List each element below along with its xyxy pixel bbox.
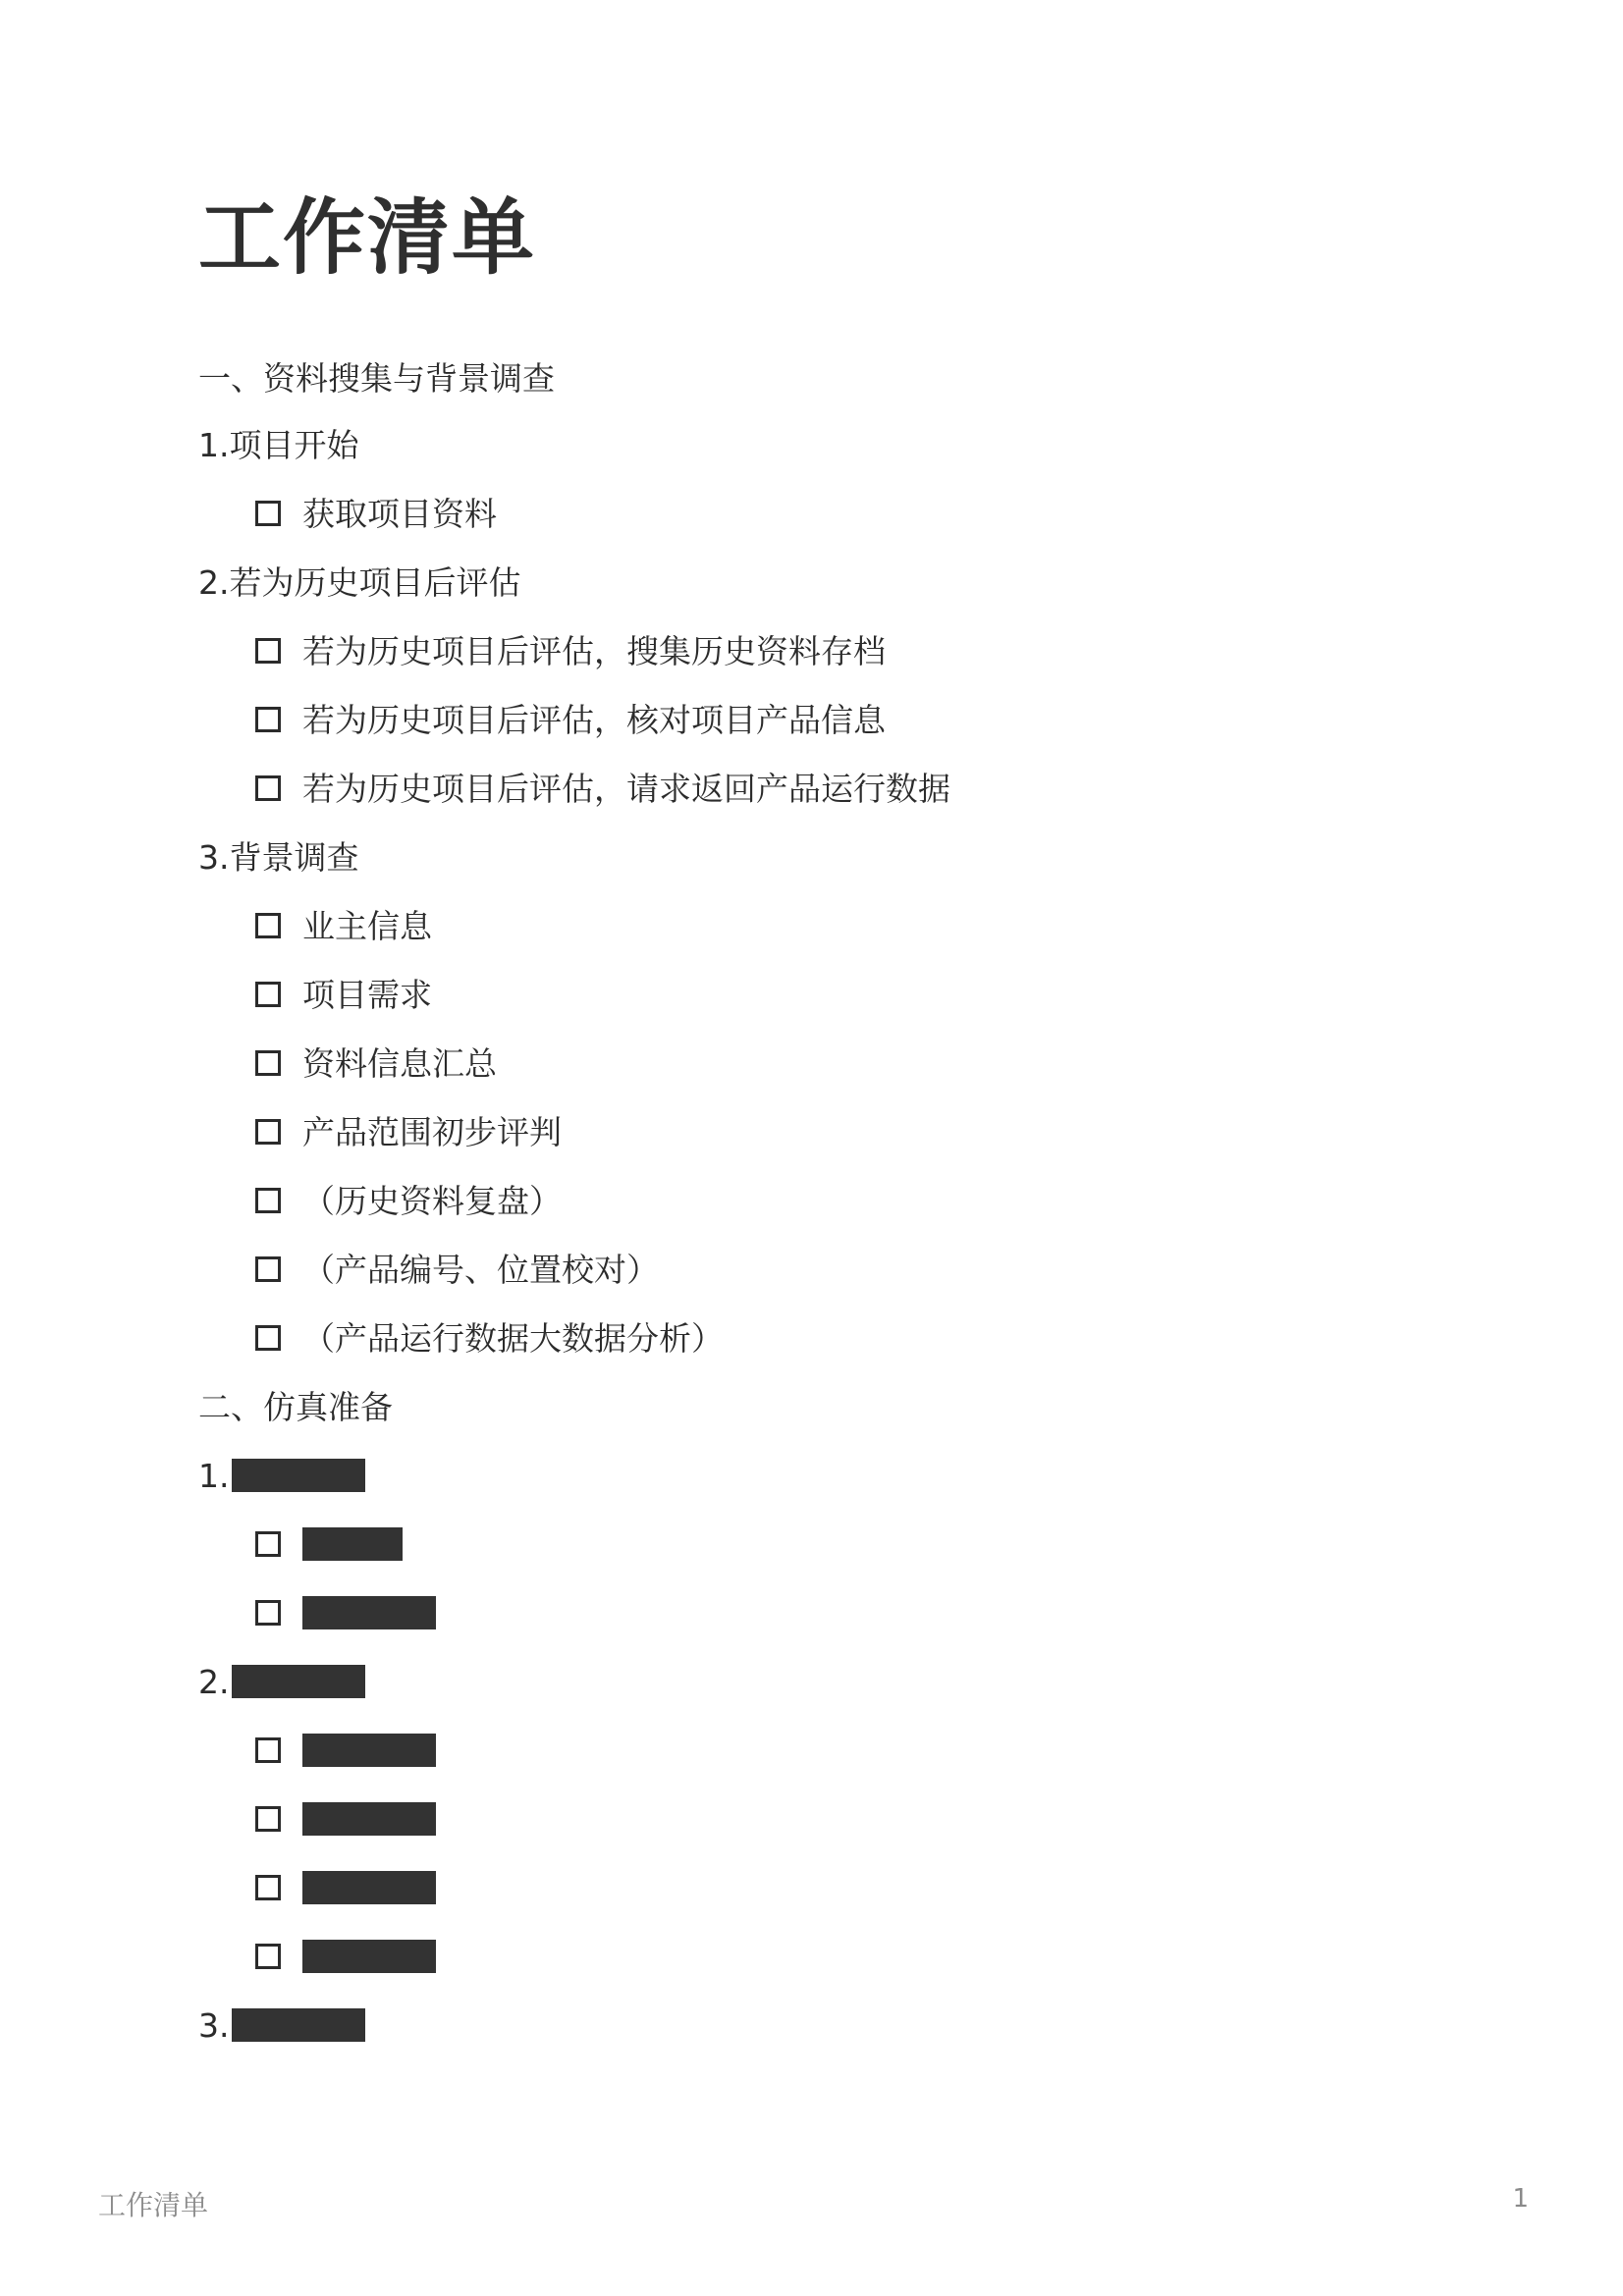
redaction-block xyxy=(302,1596,436,1629)
checklist-item[interactable] xyxy=(255,1726,436,1775)
redaction-block xyxy=(302,1940,436,1973)
footer-title: 工作清单 xyxy=(98,2189,209,2221)
group-heading-redacted xyxy=(198,1657,365,1706)
checkbox[interactable] xyxy=(255,1188,281,1213)
redaction-block xyxy=(232,1459,365,1492)
checklist-item[interactable] xyxy=(255,764,950,813)
section-heading-simulation-prep: 二、仿真准备 xyxy=(198,1387,393,1426)
checkbox[interactable] xyxy=(255,982,281,1007)
checklist-item-label: （历史资料复盘） xyxy=(302,1181,562,1220)
page-number: 1 xyxy=(1512,2184,1529,2214)
checkbox[interactable] xyxy=(255,1737,281,1763)
checkbox[interactable] xyxy=(255,1806,281,1832)
checklist-item[interactable] xyxy=(255,1313,724,1362)
checklist-item[interactable] xyxy=(255,1932,436,1981)
checklist-item[interactable] xyxy=(255,626,886,675)
checkbox[interactable] xyxy=(255,1944,281,1969)
checklist-item-label: 产品范围初步评判 xyxy=(302,1112,562,1151)
checklist-item-label: （产品运行数据大数据分析） xyxy=(302,1318,724,1358)
checklist-item-label: 若为历史项目后评估，核对项目产品信息 xyxy=(302,700,886,739)
redaction-block xyxy=(232,2008,365,2042)
checkbox[interactable] xyxy=(255,707,281,732)
redaction-block xyxy=(302,1734,436,1767)
checkbox[interactable] xyxy=(255,775,281,801)
checkbox[interactable] xyxy=(255,1600,281,1626)
checklist-item[interactable] xyxy=(255,901,432,950)
redaction-block xyxy=(232,1665,365,1698)
checklist-item-label: 业主信息 xyxy=(302,906,432,945)
redaction-block xyxy=(302,1527,403,1561)
checkbox[interactable] xyxy=(255,1119,281,1145)
group-number: 3. xyxy=(198,2005,230,2045)
checkbox[interactable] xyxy=(255,1875,281,1900)
checkbox[interactable] xyxy=(255,1531,281,1557)
group-heading-redacted xyxy=(198,1451,365,1500)
checklist-item[interactable] xyxy=(255,695,886,744)
checklist-item-label: 获取项目资料 xyxy=(302,494,497,533)
group-heading-project-start: 1.项目开始 xyxy=(198,425,359,464)
group-heading-redacted xyxy=(198,2001,365,2050)
checklist-item-label: 资料信息汇总 xyxy=(302,1043,497,1083)
group-heading-historical-evaluation: 2.若为历史项目后评估 xyxy=(198,562,521,602)
checklist-item[interactable] xyxy=(255,1107,562,1156)
checklist-item[interactable] xyxy=(255,1794,436,1843)
redaction-block xyxy=(302,1802,436,1836)
checkbox[interactable] xyxy=(255,913,281,938)
page-title: 工作清单 xyxy=(198,189,537,286)
checklist-item-label: （产品编号、位置校对） xyxy=(302,1250,659,1289)
group-number: 1. xyxy=(198,1456,230,1495)
group-number: 2. xyxy=(198,1662,230,1701)
redaction-block xyxy=(302,1871,436,1904)
checklist-item[interactable] xyxy=(255,1520,403,1569)
checkbox[interactable] xyxy=(255,638,281,664)
checklist-item[interactable] xyxy=(255,1245,659,1294)
checklist-item[interactable] xyxy=(255,1588,436,1637)
checklist-item[interactable] xyxy=(255,1863,436,1912)
checklist-item-label: 项目需求 xyxy=(302,975,432,1014)
checklist-item-label: 若为历史项目后评估，搜集历史资料存档 xyxy=(302,631,886,670)
checklist-item[interactable] xyxy=(255,489,497,538)
checkbox[interactable] xyxy=(255,1050,281,1076)
group-heading-background-check: 3.背景调查 xyxy=(198,837,359,877)
checklist-item[interactable] xyxy=(255,1039,497,1088)
checkbox[interactable] xyxy=(255,501,281,526)
checklist-item[interactable] xyxy=(255,1176,562,1225)
checklist-item[interactable] xyxy=(255,970,432,1019)
checkbox[interactable] xyxy=(255,1256,281,1282)
checkbox[interactable] xyxy=(255,1325,281,1351)
section-heading-research: 一、资料搜集与背景调查 xyxy=(198,358,555,398)
checklist-item-label: 若为历史项目后评估，请求返回产品运行数据 xyxy=(302,769,950,808)
